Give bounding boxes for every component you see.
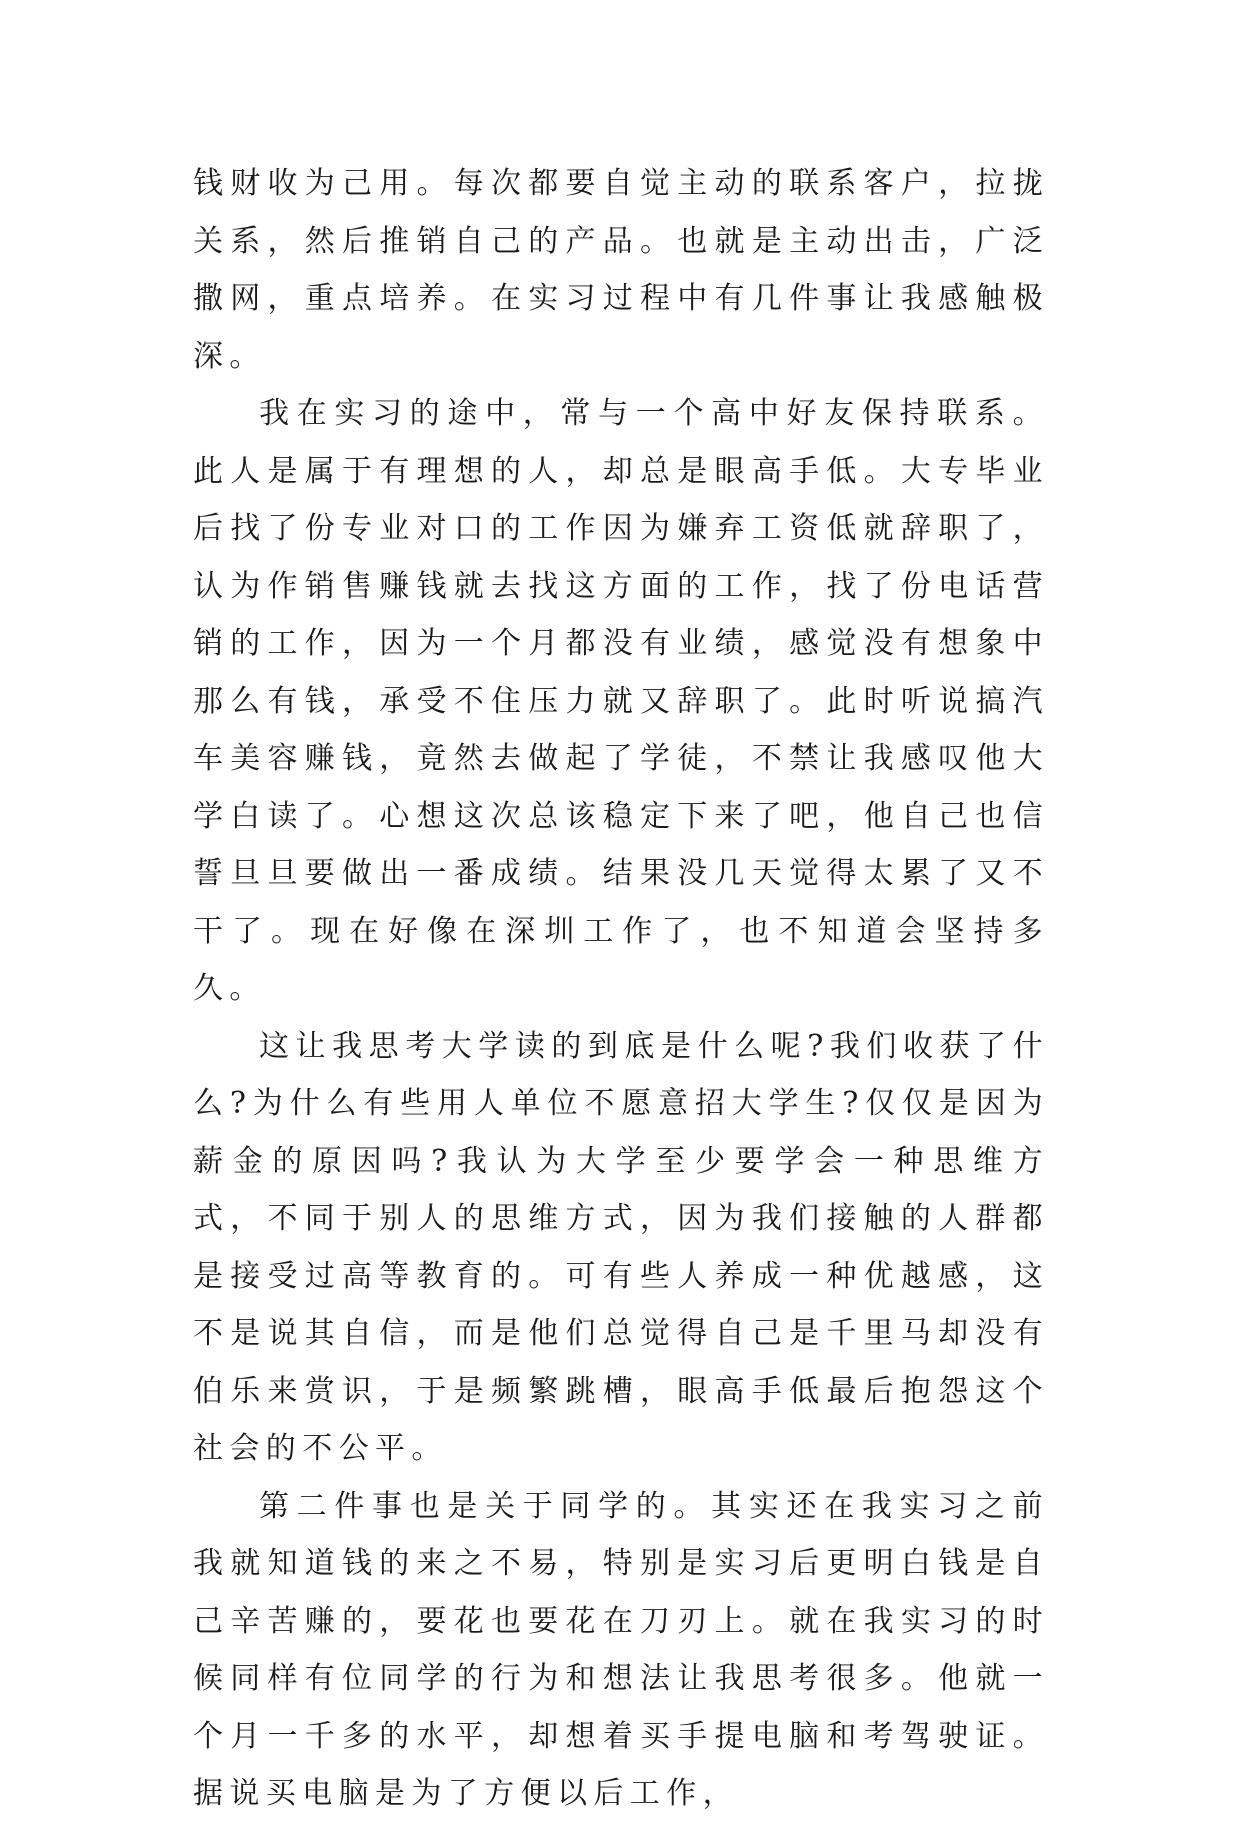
document-body (193, 155, 1049, 1823)
paragraph-1: 钱财收为己用。每次都要自觉主动的联系客户，拉拢关系，然后推销自己的产品。也就是主动出击，广泛撒网，重点培养。在实习过程中有几件事让我感触极深。 (193, 166, 1049, 374)
paragraph-4: 第二件事也是关于同学的。其实还在我实习之前我就知道钱的来之不易，特别是实习后更明白钱是自己辛苦赚的，要花也要花在刀刃上。就在我实习的时候同样有位同学的行为和想法让我思考很多。他就一个月一千多的水平，却想着买手提电脑和考驾驶证。据说买电脑是为了方便以后工作， (193, 1488, 1049, 1811)
paragraph-2: 我在实习的途中，常与一个高中好友保持联系。此人是属于有理想的人，却总是眼高手低。大专毕业后找了份专业对口的工作因为嫌弃工资低就辞职了，认为作销售赚钱就去找这方面的工作，找了份电话营销的工作，因为一个月都没有业绩，感觉没有想象中那么有钱，承受不住压力就又辞职了。此时听说搞汽车美容赚钱，竟然去做起了学徒，不禁让我感叹他大学白读了。心想这次总该稳定下来了吧，他自己也信誓旦旦要做出一番成绩。结果没几天觉得太累了又不干了。现在好像在深圳工作了，也不知道会坚持多久。 (193, 396, 1049, 1006)
paragraph-3: 这让我思考大学读的到底是什么呢?我们收获了什么?为什么有些用人单位不愿意招大学生?仅仅是因为薪金的原因吗?我认为大学至少要学会一种思维方式，不同于别人的思维方式，因为我们接触的人群都是接受过高等教育的。可有些人养成一种优越感，这不是说其自信，而是他们总觉得自己是千里马却没有伯乐来赏识，于是频繁跳槽，眼高手低最后抱怨这个社会的不公平。 (193, 1028, 1049, 1466)
